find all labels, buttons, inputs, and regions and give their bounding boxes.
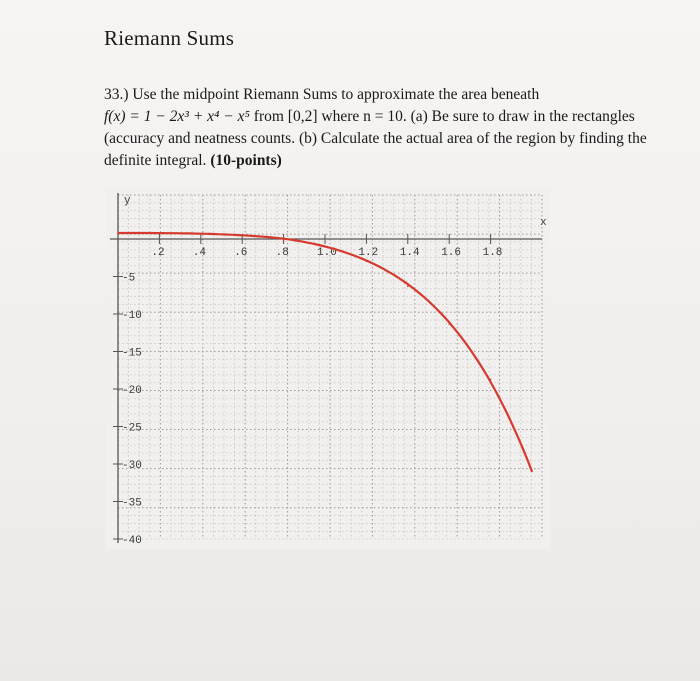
x-axis-name: x <box>540 217 547 229</box>
curve-point <box>448 323 450 325</box>
curve-point <box>324 246 326 248</box>
function-graph <box>106 187 550 549</box>
curve-point <box>531 471 533 473</box>
page-title: Riemann Sums <box>104 26 235 50</box>
x-tick-label: .8 <box>275 247 289 259</box>
problem-line-3: (accuracy and neatness counts. (b) Calculate the actual area of the region by finding the <box>104 130 647 147</box>
x-tick-label: 1.0 <box>317 247 337 259</box>
problem-line-1 <box>104 84 674 106</box>
problem-definite-integral: definite integral. <box>104 152 207 169</box>
problem-interval: from [0,2] where n = 10. (a) Be sure to draw in the rectangles <box>253 108 635 125</box>
curve-point <box>159 232 161 234</box>
curve-point <box>117 232 119 234</box>
y-tick-label: -25 <box>122 422 142 435</box>
curve-point <box>366 261 368 263</box>
problem-number: 33.) <box>104 86 129 103</box>
x-tick-label: .6 <box>234 247 248 259</box>
y-tick-label: -35 <box>122 497 142 510</box>
y-axis-name: y <box>124 195 131 207</box>
curve-point <box>200 233 202 235</box>
x-tick-label: 1.2 <box>358 247 379 259</box>
problem-statement <box>104 84 674 172</box>
y-tick-label: -10 <box>122 310 142 322</box>
problem-points: (10-points) <box>210 152 282 169</box>
function-expression: f(x) = 1 − 2x³ + x⁴ − x⁵ <box>104 108 250 125</box>
y-tick-label: -40 <box>122 535 142 547</box>
x-tick-label: 1.4 <box>399 247 420 259</box>
y-tick-label: -15 <box>122 347 142 360</box>
curve-point <box>490 378 492 380</box>
graph-area <box>106 187 550 549</box>
y-tick-label: -20 <box>122 385 142 397</box>
x-tick-label: .2 <box>151 247 165 259</box>
x-tick-label: 1.6 <box>441 247 462 259</box>
y-tick-label: -5 <box>122 272 136 285</box>
problem-instruction: Use the midpoint Riemann Sums to approximate the area beneath <box>132 86 540 103</box>
problem-line-2 <box>104 106 674 128</box>
y-tick-label: -30 <box>122 460 142 472</box>
curve-point <box>407 286 409 288</box>
curve-point <box>283 240 285 242</box>
curve-point <box>241 235 243 237</box>
x-tick-label: 1.8 <box>482 247 503 259</box>
x-tick-label: .4 <box>192 247 207 259</box>
problem-line-4 <box>104 150 674 172</box>
